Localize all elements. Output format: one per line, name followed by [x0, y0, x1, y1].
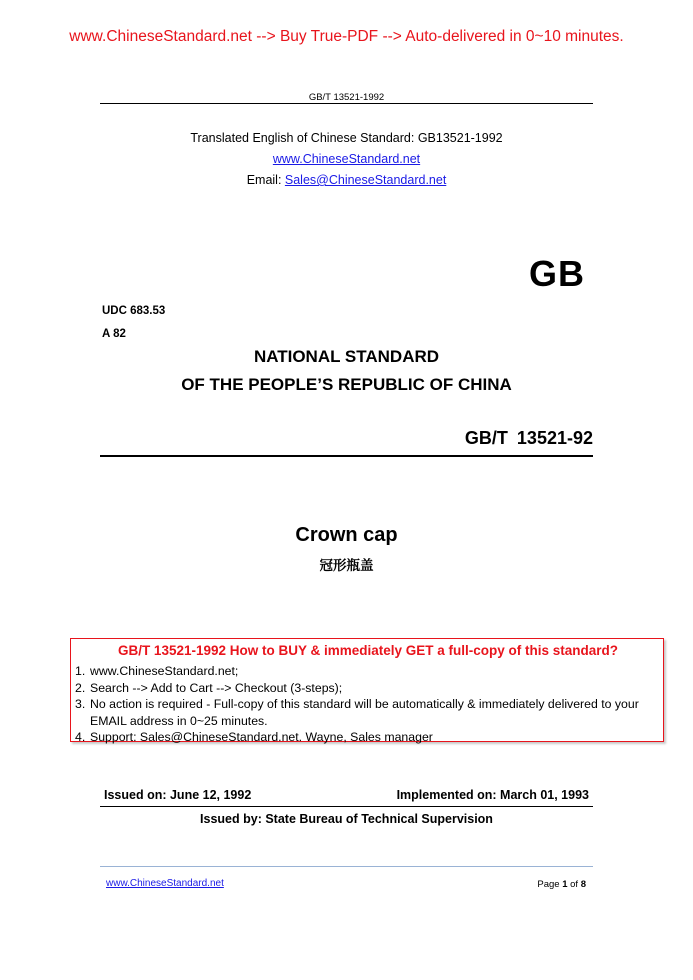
header-divider: [100, 103, 593, 104]
page-label: Page: [537, 879, 563, 890]
implemented-on-date: Implemented on: March 01, 1993: [396, 788, 589, 802]
gb-logo: GB: [529, 253, 585, 294]
list-item-number: 4.: [75, 730, 86, 745]
translated-label: Translated English of Chinese Standard: GB13521-1992: [190, 131, 503, 145]
list-item-number: 2.: [75, 680, 86, 695]
top-banner[interactable]: www.ChineseStandard.net --> Buy True-PDF --> Auto-delivered in 0~10 minutes.: [69, 28, 624, 45]
standard-number: GB/T 13521-92: [464, 428, 593, 448]
list-item: [75, 729, 655, 746]
dates-divider: [100, 806, 593, 807]
list-item: [75, 680, 655, 697]
website-line: [0, 152, 693, 166]
page-number: [537, 879, 586, 890]
website-link[interactable]: www.ChineseStandard.net: [272, 152, 421, 166]
list-item-text: Search --> Add to Cart --> Checkout (3-steps);: [90, 680, 343, 695]
national-standard-subheading: OF THE PEOPLE’S REPUBLIC OF CHINA: [181, 375, 512, 394]
header-standard-code: GB/T 13521-1992: [308, 92, 385, 103]
email-link[interactable]: Sales@ChineseStandard.net: [284, 173, 447, 187]
page-current: 1: [562, 879, 568, 890]
list-item-text: No action is required - Full-copy of this standard will be automatically & immediately delivered to your EMAIL address in 0~25 minutes.: [90, 697, 639, 728]
ccs-code: A 82: [102, 328, 126, 340]
standard-divider: [100, 455, 593, 457]
issued-on-date: Issued on: June 12, 1992: [104, 788, 252, 802]
document-title: Crown cap: [295, 524, 398, 546]
purchase-info-box: [70, 638, 664, 745]
udc-code: UDC 683.53: [102, 305, 166, 317]
national-standard-heading: NATIONAL STANDARD: [253, 347, 440, 366]
purchase-info-title: GB/T 13521-1992 How to BUY & immediately GET a full-copy of this standard?: [117, 643, 619, 658]
email-line: [0, 173, 693, 187]
footer-website-link[interactable]: www.ChineseStandard.net: [106, 878, 224, 889]
list-item: [75, 663, 655, 680]
issuing-authority: Issued by: State Bureau of Technical Supervision: [200, 812, 493, 826]
page-total: 8: [580, 879, 586, 890]
document-title-chinese: 冠形瓶盖: [319, 558, 374, 573]
footer-divider: [100, 866, 593, 867]
list-item-number: 3.: [75, 697, 86, 712]
list-item-text: www.ChineseStandard.net;: [90, 664, 239, 678]
list-item: [75, 696, 655, 729]
page-of: of: [567, 879, 581, 890]
list-item-text: Support: Sales@ChineseStandard.net. Wayne, Sales manager: [90, 730, 433, 745]
purchase-steps-list: [75, 663, 655, 746]
email-label: Email:: [246, 173, 285, 187]
list-item-number: 1.: [75, 664, 86, 678]
